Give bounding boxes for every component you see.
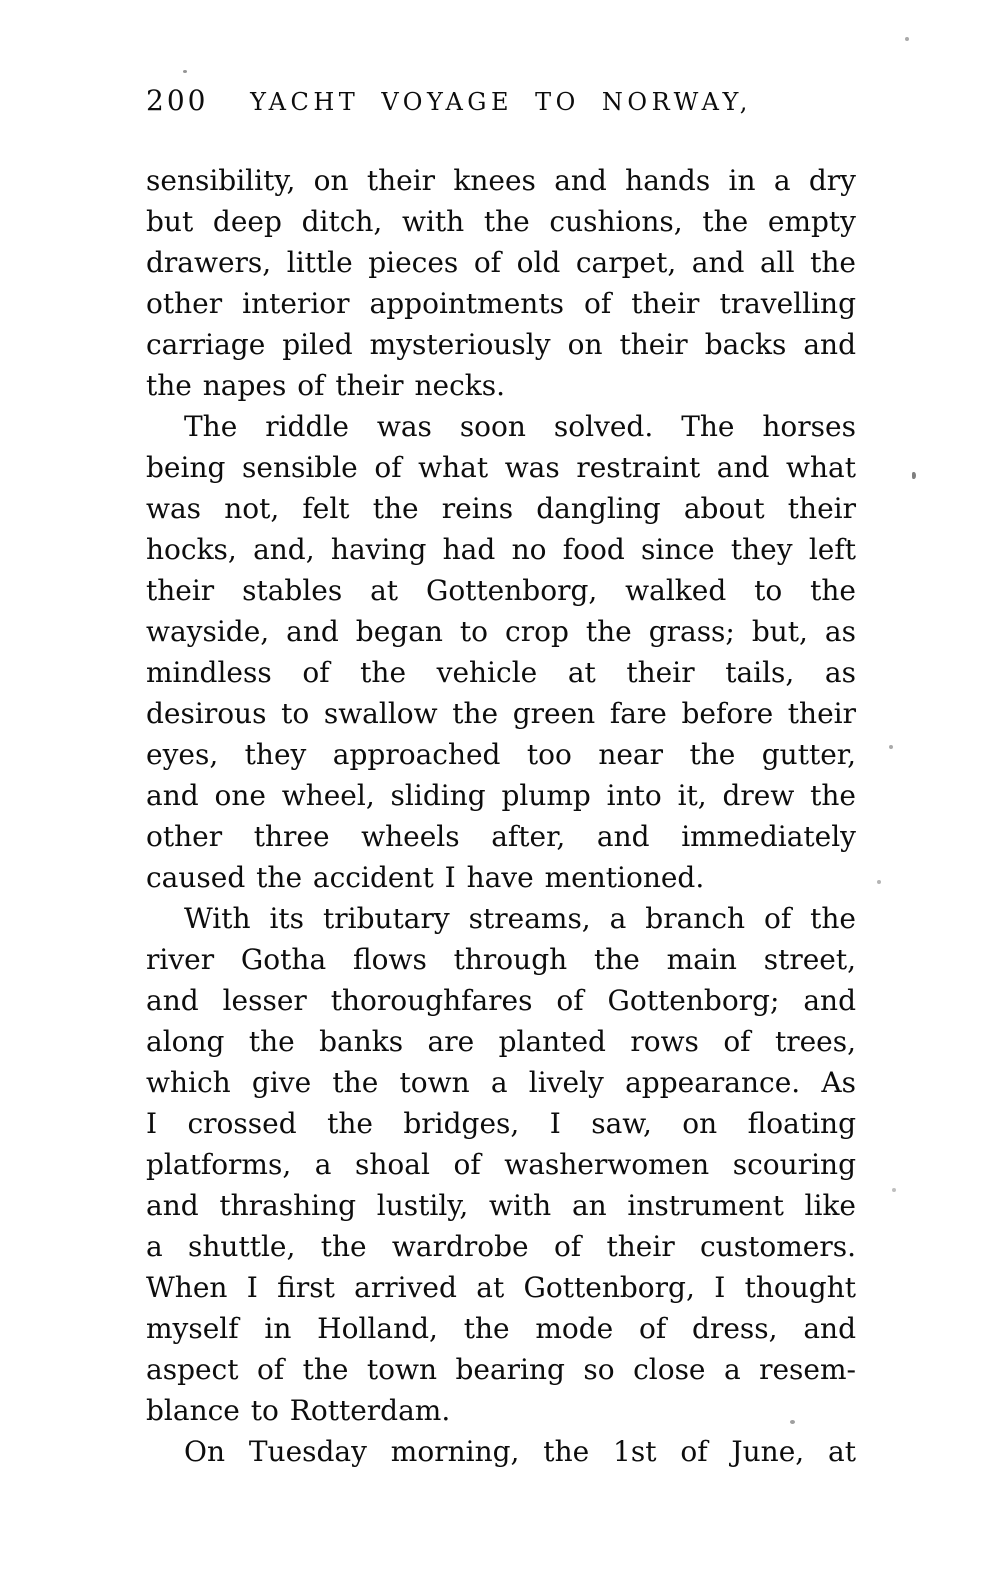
page-body xyxy=(146,160,856,1472)
running-header: YACHT VOYAGE TO NORWAY, xyxy=(250,88,752,116)
text-line: and thrashing lustily, with an instrument like xyxy=(146,1189,856,1222)
text-line: eyes, they approached too near the gutter, xyxy=(146,738,856,771)
text-line: was not, felt the reins dangling about their xyxy=(146,492,856,525)
scan-speckle xyxy=(877,880,881,884)
text-line: and one wheel, sliding plump into it, drew the xyxy=(146,779,856,812)
text-line: which give the town a lively appearance. As xyxy=(146,1066,856,1099)
text-line: river Gotha flows through the main street, xyxy=(146,943,856,976)
text-line: mindless of the vehicle at their tails, as xyxy=(146,656,856,689)
page-header xyxy=(146,82,856,122)
text-line: When I first arrived at Gottenborg, I thought xyxy=(146,1271,856,1304)
text-line: a shuttle, the wardrobe of their customers. xyxy=(146,1230,856,1263)
text-line: other interior appointments of their travelling xyxy=(146,287,856,320)
text-line: being sensible of what was restraint and what xyxy=(146,451,856,484)
text-line: I crossed the bridges, I saw, on floating xyxy=(146,1107,856,1140)
text-line: their stables at Gottenborg, walked to the xyxy=(146,574,856,607)
text-line: drawers, little pieces of old carpet, and all the xyxy=(146,246,856,279)
text-line: wayside, and began to crop the grass; but, as xyxy=(146,615,856,648)
text-line: aspect of the town bearing so close a resem- xyxy=(146,1353,856,1386)
text-line: myself in Holland, the mode of dress, and xyxy=(146,1312,856,1345)
text-line: but deep ditch, with the cushions, the empty xyxy=(146,205,856,238)
text-line: platforms, a shoal of washerwomen scouring xyxy=(146,1148,856,1181)
text-line: hocks, and, having had no food since they left xyxy=(146,533,856,566)
text-line: caused the accident I have mentioned. xyxy=(146,861,705,894)
text-line: along the banks are planted rows of trees, xyxy=(146,1025,856,1058)
scan-speckle xyxy=(183,70,187,73)
scan-speckle xyxy=(905,37,909,41)
text-line: desirous to swallow the green fare before their xyxy=(146,697,856,730)
text-line: carriage piled mysteriously on their backs and xyxy=(146,328,856,361)
scan-speckle xyxy=(790,1420,795,1424)
scan-speckle xyxy=(889,745,893,749)
text-line: other three wheels after, and immediately xyxy=(146,820,856,853)
text-line: and lesser thoroughfares of Gottenborg; and xyxy=(146,984,856,1017)
text-line: The riddle was soon solved. The horses xyxy=(184,410,856,443)
text-line: blance to Rotterdam. xyxy=(146,1394,451,1427)
page-number: 200 xyxy=(146,84,209,117)
text-line: With its tributary streams, a branch of the xyxy=(184,902,856,935)
text-line: On Tuesday morning, the 1st of June, at xyxy=(184,1435,856,1468)
text-line: the napes of their necks. xyxy=(146,369,505,402)
scan-speckle xyxy=(912,472,916,479)
text-line: sensibility, on their knees and hands in a dry xyxy=(146,164,856,197)
scan-speckle xyxy=(892,1188,896,1192)
